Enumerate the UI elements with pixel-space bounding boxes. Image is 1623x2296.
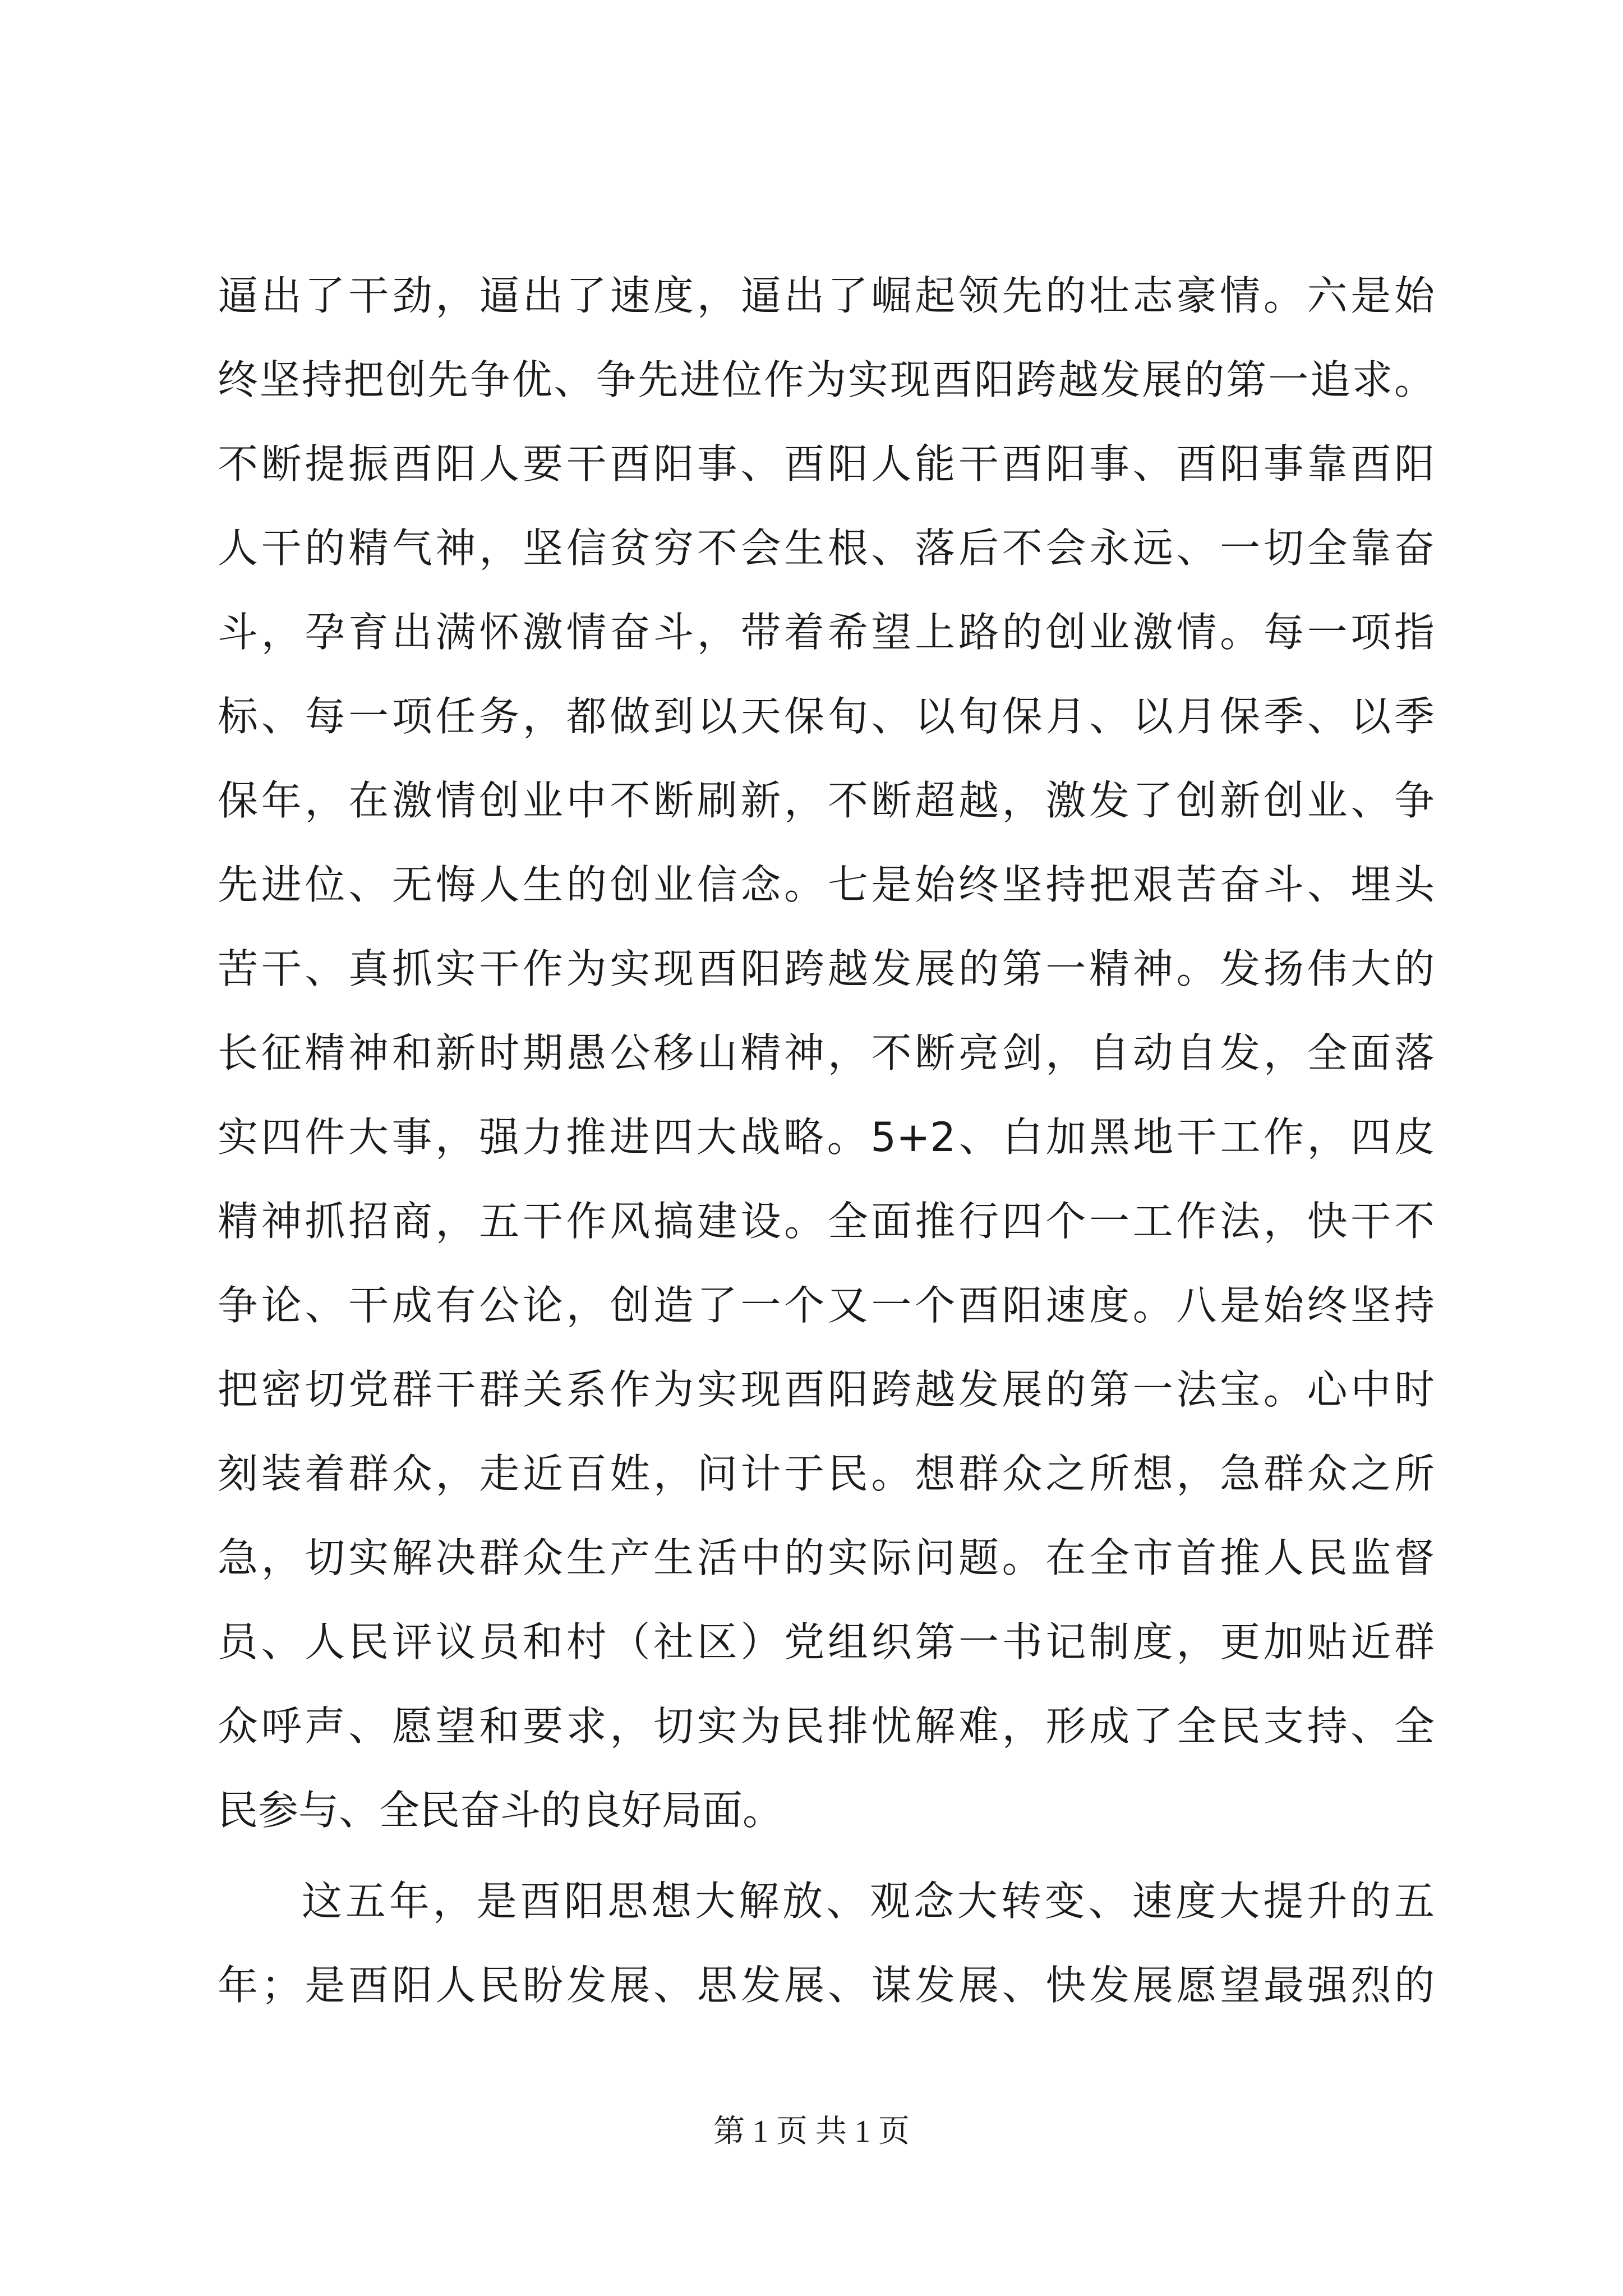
text-line-16: 急，切实解决群众生产生活中的实际问题。在全市首推人民监督 [218, 1534, 1435, 1581]
text-line-18: 众呼声、愿望和要求，切实为民排忧解难，形成了全民支持、全 [218, 1703, 1435, 1750]
text-line-11: 实四件大事，强力推进四大战略。5+2、白加黑地干工作，四皮 [218, 1114, 1435, 1161]
text-line-8: 先进位、无悔人生的创业信念。七是始终坚持把艰苦奋斗、埋头 [218, 861, 1435, 908]
text-line-13: 争论、干成有公论，创造了一个又一个酉阳速度。八是始终坚持 [218, 1282, 1435, 1329]
paragraph-gap [218, 1852, 1435, 1859]
text-line-9: 苦干、真抓实干作为实现酉阳跨越发展的第一精神。发扬伟大的 [218, 945, 1435, 992]
text-line-4: 人干的精气神，坚信贫穷不会生根、落后不会永远、一切全靠奋 [218, 524, 1435, 572]
text-line-14: 把密切党群干群关系作为实现酉阳跨越发展的第一法宝。心中时 [218, 1366, 1435, 1413]
document-body [218, 254, 1435, 2027]
text-line-3: 不断提振酉阳人要干酉阳事、酉阳人能干酉阳事、酉阳事靠酉阳 [218, 440, 1435, 487]
text-line-7: 保年，在激情创业中不断刷新，不断超越，激发了创新创业、争 [218, 777, 1435, 824]
text-line-6: 标、每一项任务，都做到以天保旬、以旬保月、以月保季、以季 [218, 693, 1435, 740]
text-line-21: 年；是酉阳人民盼发展、思发展、谋发展、快发展愿望最强烈的 [218, 1962, 1435, 2009]
text-line-1: 逼出了干劲，逼出了速度，逼出了崛起领先的壮志豪情。六是始 [218, 272, 1435, 319]
text-line-10: 长征精神和新时期愚公移山精神，不断亮剑，自动自发，全面落 [218, 1029, 1435, 1076]
page-footer: 第 1 页 共 1 页 [713, 2114, 910, 2149]
text-line-17: 员、人民评议员和村（社区）党组织第一书记制度，更加贴近群 [218, 1618, 1435, 1665]
text-line-5: 斗，孕育出满怀激情奋斗，带着希望上路的创业激情。每一项指 [218, 609, 1435, 656]
text-line-20: 这五年，是酉阳思想大解放、观念大转变、速度大提升的五 [302, 1878, 1435, 1925]
text-line-15: 刻装着群众，走近百姓，问计于民。想群众之所想，急群众之所 [218, 1450, 1435, 1497]
text-line-19: 民参与、全民奋斗的良好局面。 [218, 1787, 783, 1834]
text-line-2: 终坚持把创先争优、争先进位作为实现酉阳跨越发展的第一追求。 [218, 356, 1435, 403]
text-line-12: 精神抓招商，五干作风搞建设。全面推行四个一工作法，快干不 [218, 1198, 1435, 1245]
